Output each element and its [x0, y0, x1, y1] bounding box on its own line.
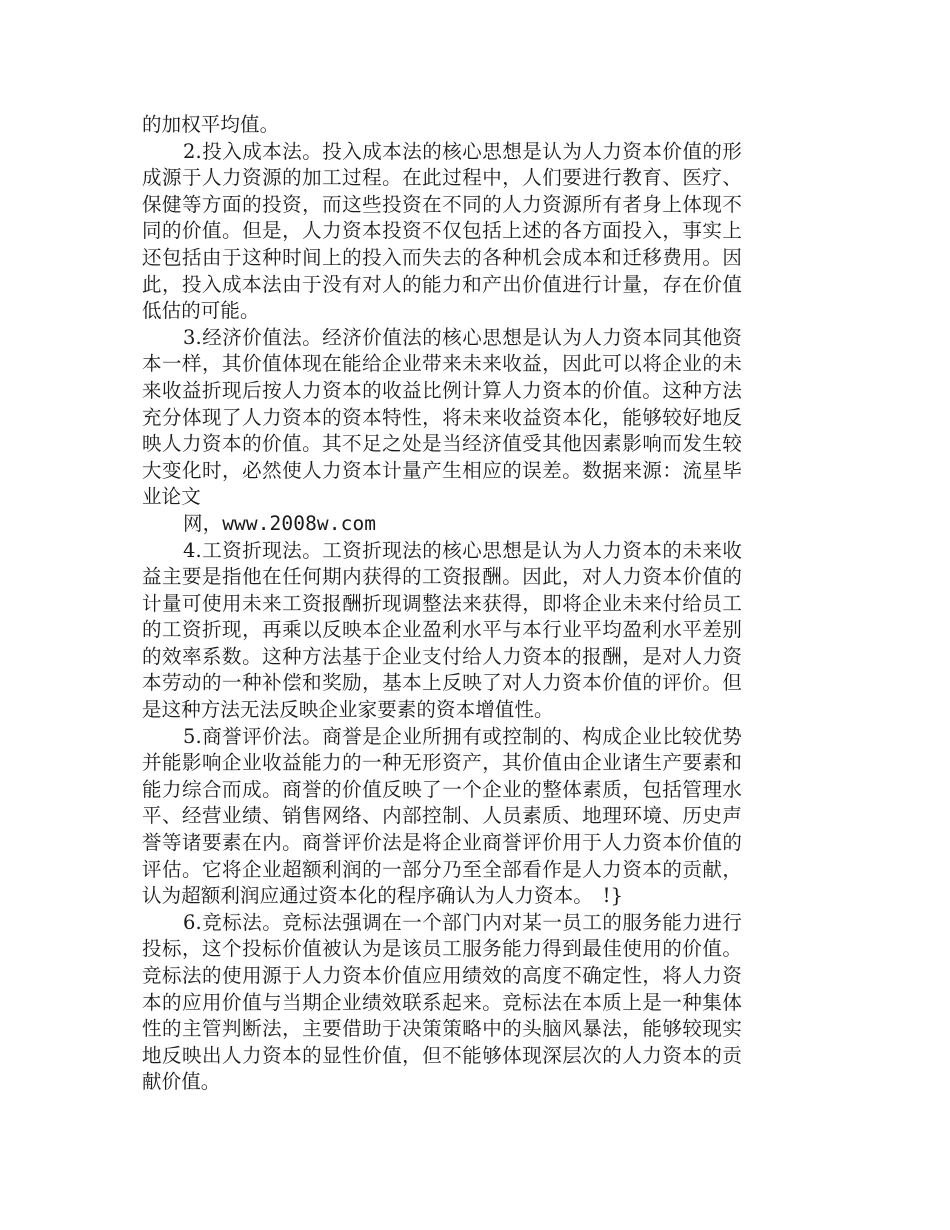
paragraph-continuation: 的加权平均值。 [142, 113, 280, 136]
paragraph-bidding-method: 6.竞标法。竞标法强调在一个部门内对某一员工的服务能力进行投标，这个投标价值被认为是该员工服务能力得到最佳使用的价值。竞标法的使用源于人力资本价值应用绩效的高度不确定性，将人力资本的应用价值与当期企业绩效联系起来。竞标法在本质上是一种集体性的主管判断法，主要借助于决策策略中的头脑风暴法，能够较现实地反映出人力资本的显性价值，但不能够体现深层次的人力资本的贡献价值。 [142, 910, 742, 1094]
document-body [142, 112, 742, 1096]
paragraph-goodwill-method: 5.商誉评价法。商誉是企业所拥有或控制的、构成企业比较优势并能影响企业收益能力的一种无形资产，其价值由企业诸生产要素和能力综合而成。商誉的价值反映了一个企业的整体素质，包括管理水平、经营业绩、销售网络、内部控制、人员素质、地理环境、历史声誉等诸要素在内。商誉评价法是将企业商誉评价用于人力资本价值的评估。它将企业超额利润的一部分乃至全部看作是人力资本的贡献，认为超额利润应通过资本化的程序确认为人力资本。 !} [142, 724, 742, 908]
paragraph-wage-discount-method: 4.工资折现法。工资折现法的核心思想是认为人力资本的未来收益主要是指他在任何期内获得的工资报酬。因此，对人力资本价值的计量可使用未来工资报酬折现调整法来获得，即将企业未来付给员工的工资折现，再乘以反映本企业盈利水平与本行业平均盈利水平差别的效率系数。这种方法基于企业支付给人力资本的报酬，是对人力资本劳动的一种补偿和奖励，基本上反映了对人力资本价值的评价。但是这种方法无法反映企业家要素的资本增值性。 [142, 538, 742, 722]
source-website-line: 网，www.2008w.com [183, 511, 377, 535]
paragraph-economic-value-text: 3.经济价值法。经济价值法的核心思想是认为人力资本同其他资本一样，其价值体现在能给企业带来未来收益，因此可以将企业的未来收益折现后按人力资本的收益比例计算人力资本的价值。这种方法充分体现了人力资本的资本特性，将未来收益资本化，能够较好地反映人力资本的价值。其不足之处是当经济值受其他因素影响而发生较大变化时，必然使人力资本计量产生相应的误差。数据来源：流星毕业论文 [142, 325, 742, 509]
paragraph-input-cost-method: 2.投入成本法。投入成本法的核心思想是认为人力资本价值的形成源于人力资源的加工过程。在此过程中，人们要进行教育、医疗、保健等方面的投资，而这些投资在不同的人力资源所有者身上体现不同的价值。但是，人力资本投资不仅包括上述的各方面投入，事实上还包括由于这种时间上的投入而失去的各种机会成本和迁移费用。因此，投入成本法由于没有对人的能力和产出价值进行计量，存在价值低估的可能。 [142, 139, 742, 323]
paragraph-economic-value-method [142, 325, 742, 538]
